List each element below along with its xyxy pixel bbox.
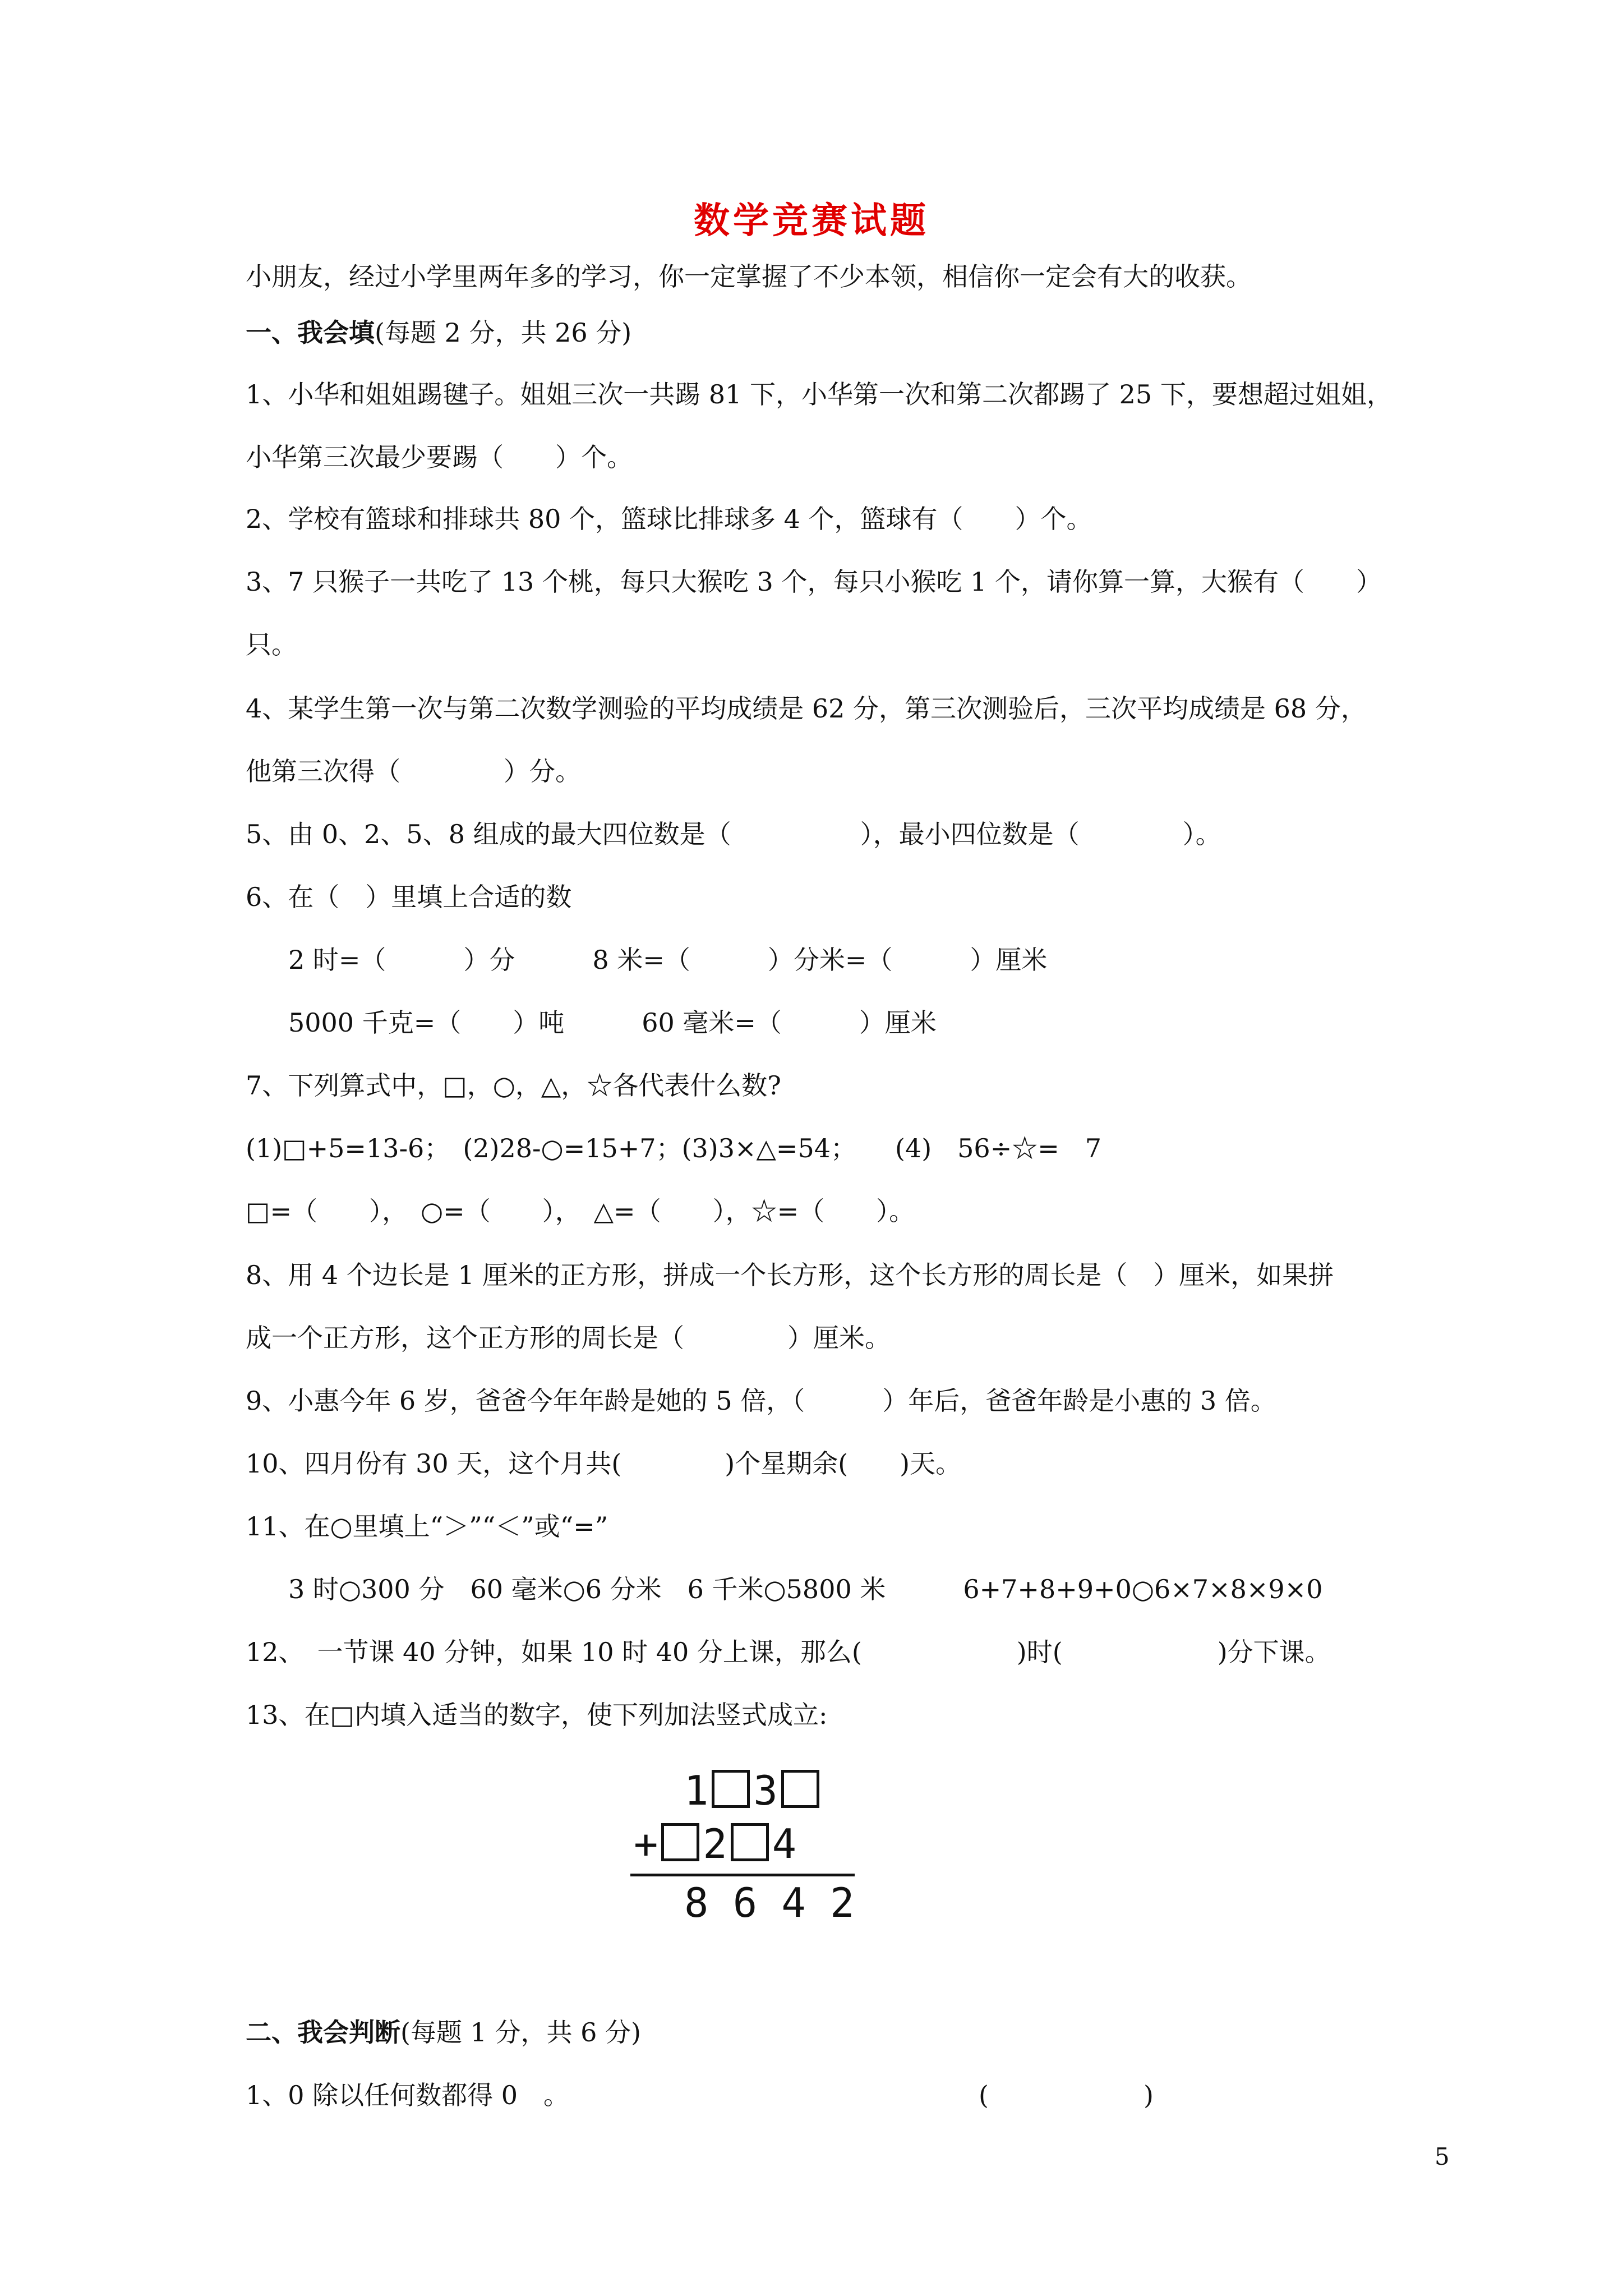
question-11: 11、在○里填上“＞”“＜”或“=” (246, 1511, 608, 1542)
blank-box (731, 1823, 769, 1861)
section2-points: (每题 1 分，共 6 分) (400, 2017, 641, 2047)
section2-heading (246, 2019, 641, 2045)
blank-box (781, 1770, 819, 1808)
section1-points: (每题 2 分，共 26 分) (375, 318, 632, 348)
blank-box (712, 1770, 750, 1808)
question-1-line-1: 1、小华和姐姐踢毽子。姐姐三次一共踢 81 下，小华第一次和第二次都踢了 25 下，要想超过姐姐， (246, 379, 1393, 409)
sum-rule (630, 1874, 855, 1876)
question-5: 5、由 0、2、5、8 组成的最大四位数是（ ），最小四位数是（ ）。 (246, 819, 1221, 849)
question-3-line-1: 3、7 只猴子一共吃了 13 个桃，每只大猴吃 3 个，每只小猴吃 1 个，请你算一算，大猴有（ ） (246, 567, 1382, 597)
judge-question-1: 1、0 除以任何数都得 0 。 (246, 2080, 570, 2110)
sum-result: 8 6 4 2 (684, 1879, 855, 1926)
question-3-line-2: 只。 (246, 629, 297, 660)
question-6-row-1: 2 时=（ ）分 8 米=（ ）分米=（ ）厘米 (288, 945, 1048, 975)
question-7-equations: (1)□+5=13-6； (2)28-○=15+7；(3)3×△=54； (4) 56÷☆= 7 (246, 1133, 1102, 1163)
question-9: 9、小惠今年 6 岁，爸爸今年年龄是她的 5 倍，（ ）年后，爸爸年龄是小惠的 3 倍。 (246, 1386, 1276, 1416)
judge-answer-paren: ( ) (979, 2080, 1154, 2110)
section2-title: 二、我会判断 (246, 2017, 400, 2047)
page-number: 5 (1435, 2143, 1450, 2170)
vertical-addition (623, 1767, 869, 1935)
plus-sign: + (634, 1820, 658, 1867)
digit: 3 (753, 1767, 778, 1814)
page-title: 数学竞赛试题 (694, 200, 929, 242)
question-8-line-2: 成一个正方形，这个正方形的周长是（ ）厘米。 (246, 1323, 891, 1353)
section1-title: 一、我会填 (246, 318, 375, 348)
question-2: 2、学校有篮球和排球共 80 个，篮球比排球多 4 个，篮球有（ ）个。 (246, 504, 1092, 534)
question-12: 12、 一节课 40 分钟，如果 10 时 40 分上课，那么( )时( )分下课。 (246, 1637, 1331, 1667)
question-7-answers: □=（ ）， ○=（ ）， △=（ ），☆=（ ）。 (246, 1196, 915, 1226)
question-4-line-1: 4、某学生第一次与第二次数学测验的平均成绩是 62 分，第三次测验后，三次平均成绩是 68 分， (246, 693, 1367, 724)
question-6: 6、在（ ）里填上合适的数 (246, 882, 572, 912)
intro-text: 小朋友，经过小学里两年多的学习，你一定掌握了不少本领，相信你一定会有大的收获。 (246, 261, 1252, 292)
addend-2 (634, 1820, 796, 1867)
digit: 1 (684, 1767, 709, 1814)
question-10: 10、四月份有 30 天，这个月共( )个星期余( )天。 (246, 1448, 962, 1479)
digit: 4 (772, 1820, 797, 1867)
question-7: 7、下列算式中，□，○，△，☆各代表什么数? (246, 1070, 781, 1101)
question-11-comparisons: 3 时○300 分 60 毫米○6 分米 6 千米○5800 米 6+7+8+9+0○6×7×8×9×0 (288, 1574, 1323, 1604)
question-8-line-1: 8、用 4 个边长是 1 厘米的正方形，拼成一个长方形，这个长方形的周长是（ ）厘米，如果拼 (246, 1260, 1334, 1290)
question-4-line-2: 他第三次得（ ）分。 (246, 756, 581, 786)
question-13: 13、在□内填入适当的数字，使下列加法竖式成立: (246, 1700, 828, 1730)
blank-box (661, 1823, 699, 1861)
digit: 2 (703, 1820, 727, 1867)
section1-heading (246, 320, 631, 346)
question-1-line-2: 小华第三次最少要踢（ ）个。 (246, 442, 633, 472)
question-6-row-2: 5000 千克=（ ）吨 60 毫米=（ ）厘米 (288, 1007, 937, 1038)
addend-1 (684, 1767, 823, 1814)
